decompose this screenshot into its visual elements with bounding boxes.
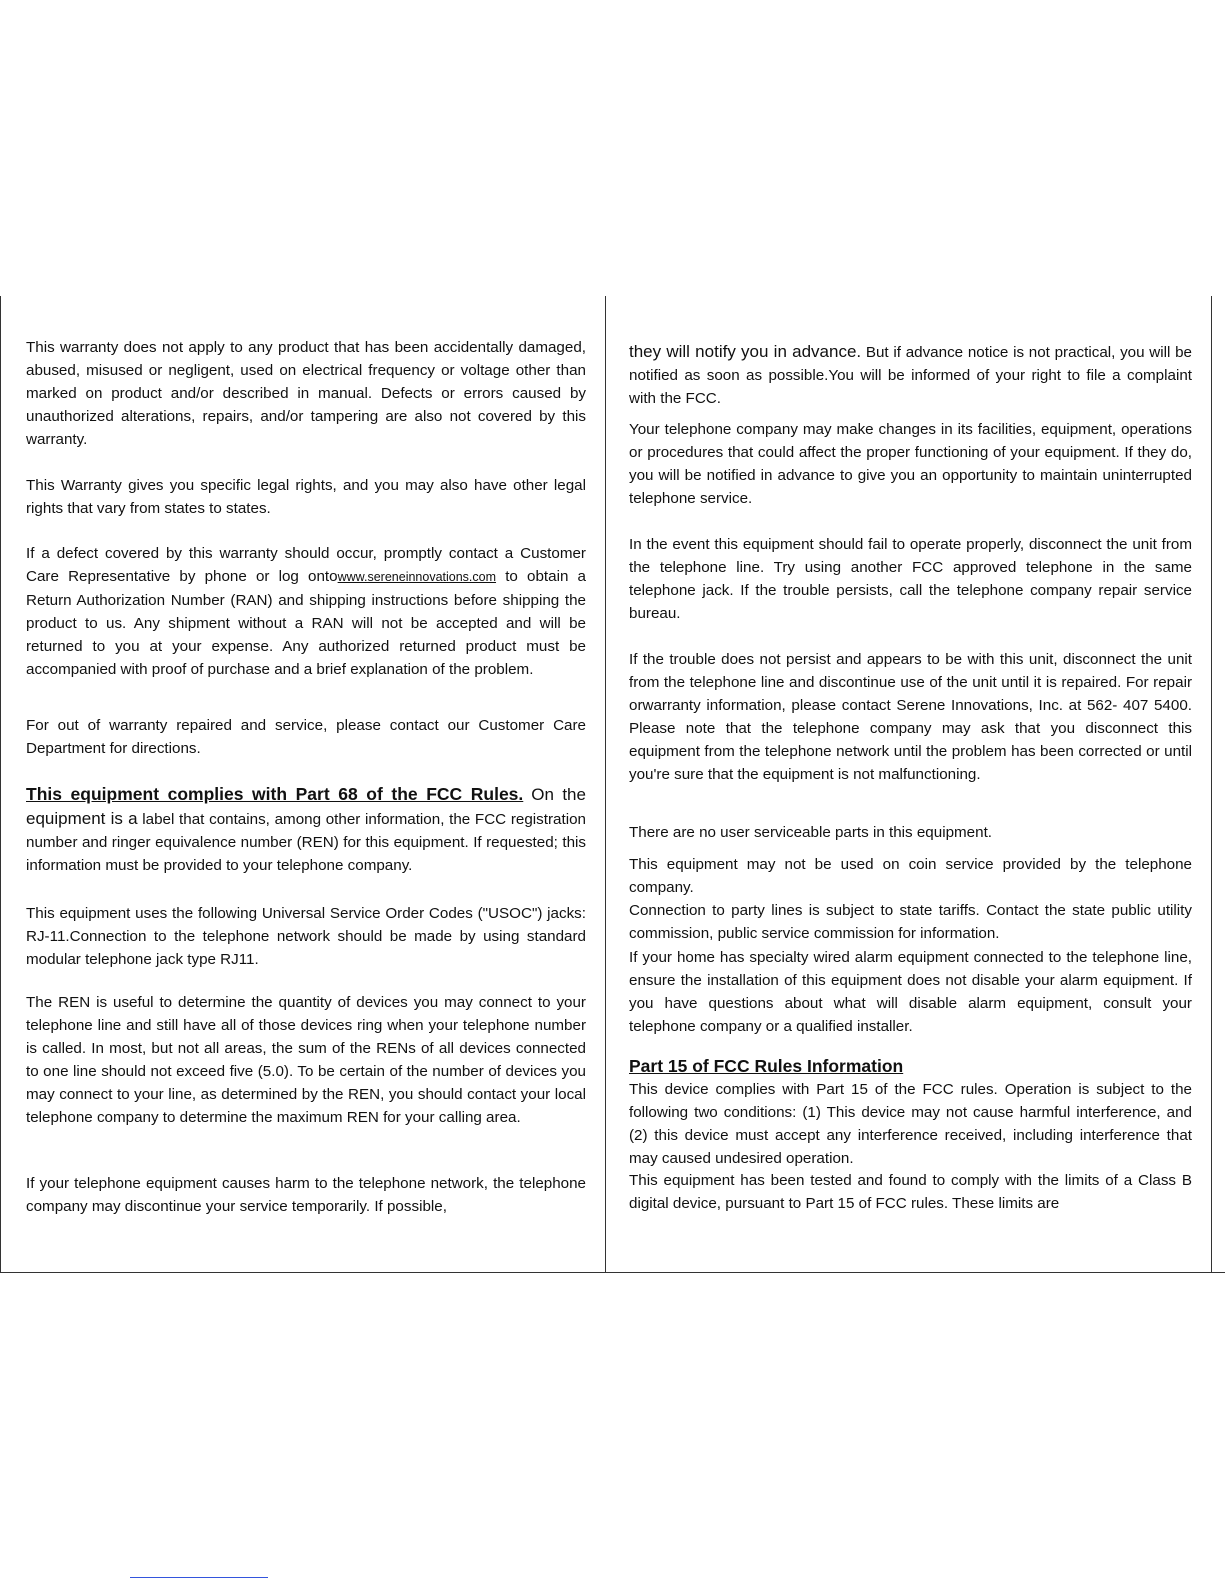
ren-paragraph: The REN is useful to determine the quantity of devices you may connect to your telephone line and still have all of those devices ring when your telephone number is called. In most, but not all areas, the sum of the RENs of all devices connected to one line should not exceed five (5.0). To be certain of the number of devices you may connect to your line, as determined by the REN, you should contact your local telephone company to determine the maximum REN for your calling area.	[26, 994, 586, 1126]
bottom-border	[0, 1272, 1225, 1273]
fcc-part68-body: label that contains, among other information, the FCC registration number and ringer equivalence number (REN) for this equipment. If requested; this information must be provided to your telephone company.	[26, 811, 586, 874]
equipment-failure-paragraph: In the event this equipment should fail to operate properly, disconnect the unit from the telephone line. Try using another FCC approved telephone in the same telephone jack. If the trouble persists, call the telephone company repair service bureau.	[629, 536, 1192, 622]
legal-rights-paragraph: This Warranty gives you specific legal rights, and you may also have other legal rights that vary from states to states.	[26, 477, 586, 517]
facility-changes-paragraph: Your telephone company may make changes in its facilities, equipment, operations or procedures that could affect the proper functioning of your equipment. If they do, you will be notified in advance to give you an opportunity to maintain uninterrupted telephone service.	[629, 421, 1192, 507]
fcc-part68-lead: On the equipment is a	[26, 785, 586, 828]
fcc-part68-heading: This equipment complies with Part 68 of the FCC Rules.	[26, 784, 524, 804]
class-b-paragraph: This equipment has been tested and found to comply with the limits of a Class B digital device, pursuant to Part 15 of FCC rules. These limits are	[629, 1172, 1192, 1212]
left-border	[0, 296, 1, 1272]
bottom-link-underline	[130, 1577, 268, 1578]
network-harm-paragraph: If your telephone equipment causes harm to the telephone network, the telephone company may discontinue your service temporarily. If possible,	[26, 1175, 586, 1215]
advance-notice-rest: But if advance notice is not practical, you will be notified as soon as possible.You will be informed of your right to file a complaint with the FCC.	[629, 344, 1192, 407]
warranty-exclusions-paragraph: This warranty does not apply to any product that has been accidentally damaged, abused, misused or negligent, used on electrical frequency or voltage other than marked on product and/or described in manual. Defects or errors caused by unauthorized alterations, repairs, and/or tampering are also not covered by this warranty.	[26, 339, 586, 448]
party-lines-paragraph: Connection to party lines is subject to state tariffs. Contact the state public utility commission, public service commission for information.	[629, 902, 1192, 942]
trouble-persist-paragraph: If the trouble does not persist and appears to be with this unit, disconnect the unit from the telephone line and discontinue use of the unit until it is repaired. For repair orwarranty information, please contact Serene Innovations, Inc. at 562- 407 5400. Please note that the telephone company may ask that you disconnect this equipment from the telephone network until the problem has been corrected or until you're sure that the equipment is not malfunctioning.	[629, 651, 1192, 783]
return-authorization-paragraph	[26, 542, 586, 681]
fcc-part15-conditions-paragraph: This device complies with Part 15 of the FCC rules. Operation is subject to the following two conditions: (1) This device may not cause harmful interference, and (2) this device must accept any interference received, including interference that may caused undesired operation.	[629, 1081, 1192, 1167]
advance-notice-lead: they will notify you in advance.	[629, 342, 862, 361]
fcc-part68-paragraph	[26, 783, 586, 877]
website-link[interactable]: www.sereneinnovations.com	[337, 570, 497, 584]
no-serviceable-parts-paragraph: There are no user serviceable parts in this equipment.	[629, 824, 993, 841]
return-text-before: If a defect covered by this warranty should occur, promptly contact a Customer Care Representative by phone or log onto	[26, 545, 586, 585]
fcc-part15-heading: Part 15 of FCC Rules Information	[629, 1056, 904, 1076]
return-text-after: to obtain a Return Authorization Number (RAN) and shipping instructions before shipping the product to us. Any shipment without a RAN will not be accepted and will be returned to you at your expense. Any authorized returned product must be accompanied with proof of purchase and a brief explanation of the problem.	[26, 568, 586, 678]
alarm-equipment-paragraph: If your home has specialty wired alarm equipment connected to the telephone line, ensure the installation of this equipment does not disable your alarm equipment. If you have questions about what will disable alarm equipment, consult your telephone company or a qualified installer.	[629, 949, 1192, 1035]
advance-notice-paragraph	[629, 340, 1192, 410]
coin-service-paragraph: This equipment may not be used on coin service provided by the telephone company.	[629, 856, 1192, 896]
column-divider	[605, 296, 606, 1272]
out-of-warranty-paragraph: For out of warranty repaired and service, please contact our Customer Care Department for directions.	[26, 717, 586, 757]
usoc-jacks-paragraph: This equipment uses the following Universal Service Order Codes ("USOC") jacks: RJ-11.Connection to the telephone network should be made by using standard modular telephone jack type RJ11.	[26, 905, 586, 968]
right-border	[1211, 296, 1212, 1272]
